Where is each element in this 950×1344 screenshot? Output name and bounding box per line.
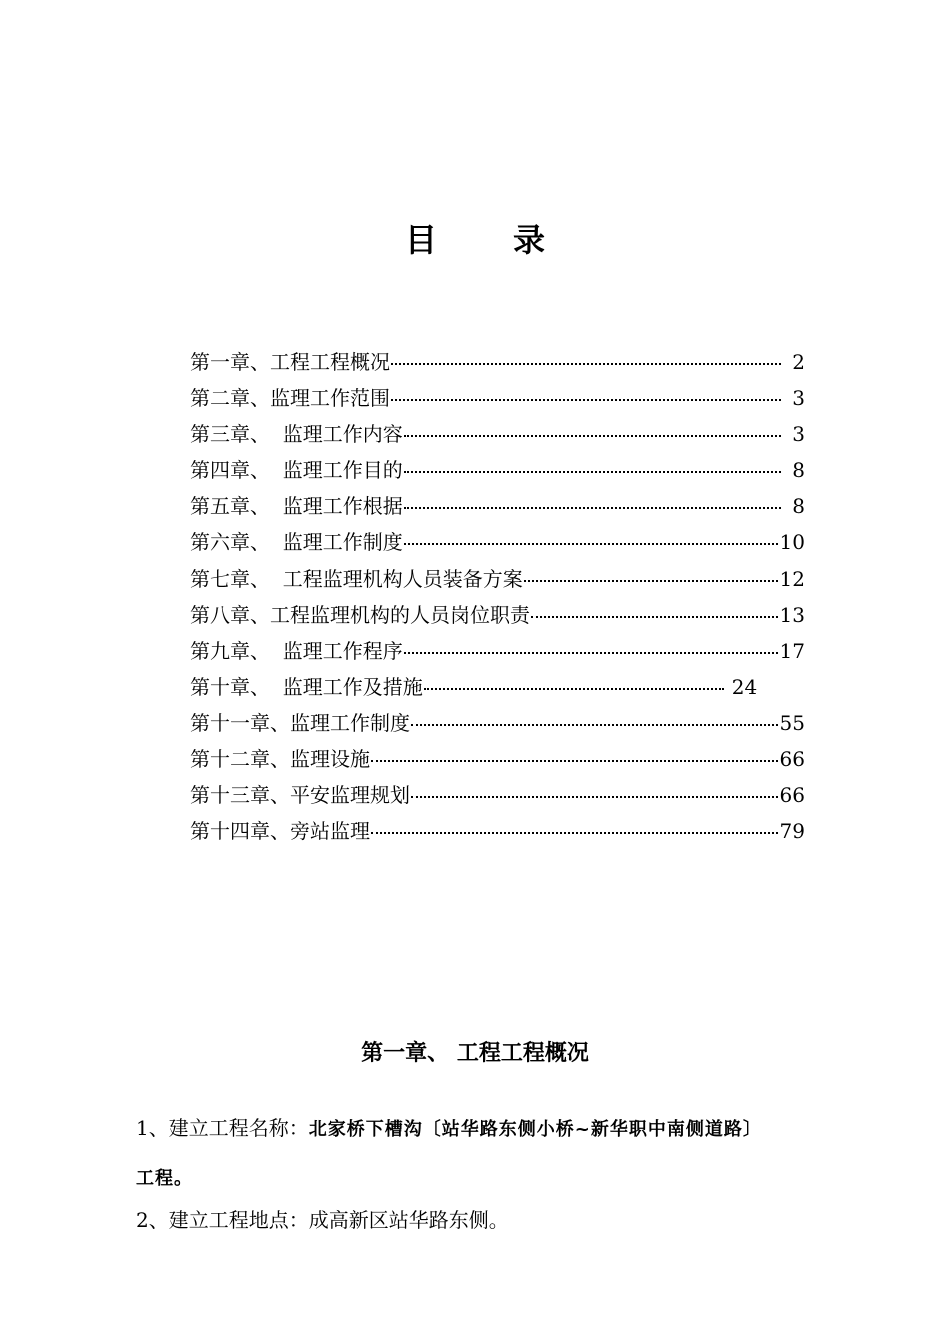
project-name-value: 北家桥下槽沟〔站华路东侧小桥~新华职中南侧道路〕 (308, 1119, 762, 1140)
toc-entry-label: 第十二章、监理设施 (190, 747, 370, 772)
project-name-line (136, 1112, 762, 1141)
table-of-contents (190, 344, 805, 849)
toc-entry[interactable] (190, 380, 805, 416)
toc-entry[interactable] (190, 633, 805, 669)
toc-leader (391, 363, 781, 365)
toc-page-number: 13 (779, 602, 805, 627)
toc-entry-label: 第八章、工程监理机构的人员岗位职责 (190, 602, 530, 627)
toc-entry[interactable] (190, 524, 805, 560)
toc-entry-label: 第十四章、旁站监理 (190, 819, 370, 844)
toc-leader (411, 724, 778, 726)
toc-entry-label: 第四章、 监理工作目的 (190, 458, 403, 483)
toc-entry[interactable] (190, 561, 805, 597)
toc-page-number: 3 (792, 386, 805, 411)
toc-leader (404, 543, 778, 545)
toc-leader (404, 435, 781, 437)
toc-entry-label: 第七章、 工程监理机构人员装备方案 (190, 566, 523, 591)
toc-page-number: 12 (779, 566, 805, 591)
toc-entry[interactable] (190, 452, 805, 488)
toc-entry[interactable] (190, 705, 805, 741)
page-title (0, 215, 950, 261)
toc-entry-label: 第五章、 监理工作根据 (190, 494, 403, 519)
toc-page-number: 24 (731, 674, 758, 699)
toc-entry-label: 第十章、 监理工作及措施 (190, 674, 423, 699)
toc-entry[interactable] (190, 813, 805, 849)
project-name-tail: 工程。 (136, 1168, 193, 1189)
toc-page-number: 8 (792, 494, 805, 519)
toc-page-number: 55 (779, 710, 805, 735)
toc-entry[interactable] (190, 669, 805, 705)
toc-page-number: 3 (792, 422, 805, 447)
toc-entry-label: 第十三章、平安监理规划 (190, 783, 410, 808)
project-location-line: 2、建立工程地点：成高新区站华路东侧。 (136, 1208, 509, 1232)
toc-entry-label: 第九章、 监理工作程序 (190, 638, 403, 663)
toc-page-number: 8 (792, 458, 805, 483)
toc-leader (524, 580, 778, 582)
toc-entry-label: 第六章、 监理工作制度 (190, 530, 403, 555)
toc-leader (531, 616, 778, 618)
toc-entry-label: 第一章、工程工程概况 (190, 350, 390, 374)
toc-entry[interactable] (190, 488, 805, 524)
title-char-2: 录 (513, 221, 546, 259)
toc-page-number: 79 (779, 819, 805, 844)
chapter-heading: 第一章、 工程工程概况 (361, 1041, 589, 1066)
toc-leader (404, 471, 781, 473)
toc-leader (404, 652, 778, 654)
toc-page-number: 2 (792, 350, 805, 374)
toc-leader (424, 688, 724, 690)
project-name-label: 1、建立工程名称： (136, 1116, 309, 1140)
toc-entry[interactable] (190, 777, 805, 813)
toc-leader (404, 507, 781, 509)
toc-leader (411, 796, 778, 798)
toc-page-number: 66 (779, 783, 805, 808)
toc-page-number: 66 (779, 747, 805, 772)
toc-leader (391, 399, 781, 401)
title-char-1: 目 (404, 221, 437, 259)
toc-leader (371, 832, 778, 834)
toc-entry[interactable] (190, 416, 805, 452)
toc-entry-label: 第三章、 监理工作内容 (190, 422, 403, 447)
toc-entry[interactable] (190, 597, 805, 633)
project-name-continued (136, 1164, 193, 1190)
toc-entry-label: 第二章、监理工作范围 (190, 386, 390, 411)
toc-entry[interactable] (190, 344, 805, 380)
toc-page-number: 17 (779, 638, 805, 663)
toc-page-number: 10 (779, 530, 805, 555)
toc-entry[interactable] (190, 741, 805, 777)
toc-leader (371, 760, 778, 762)
toc-entry-label: 第十一章、监理工作制度 (190, 710, 410, 735)
